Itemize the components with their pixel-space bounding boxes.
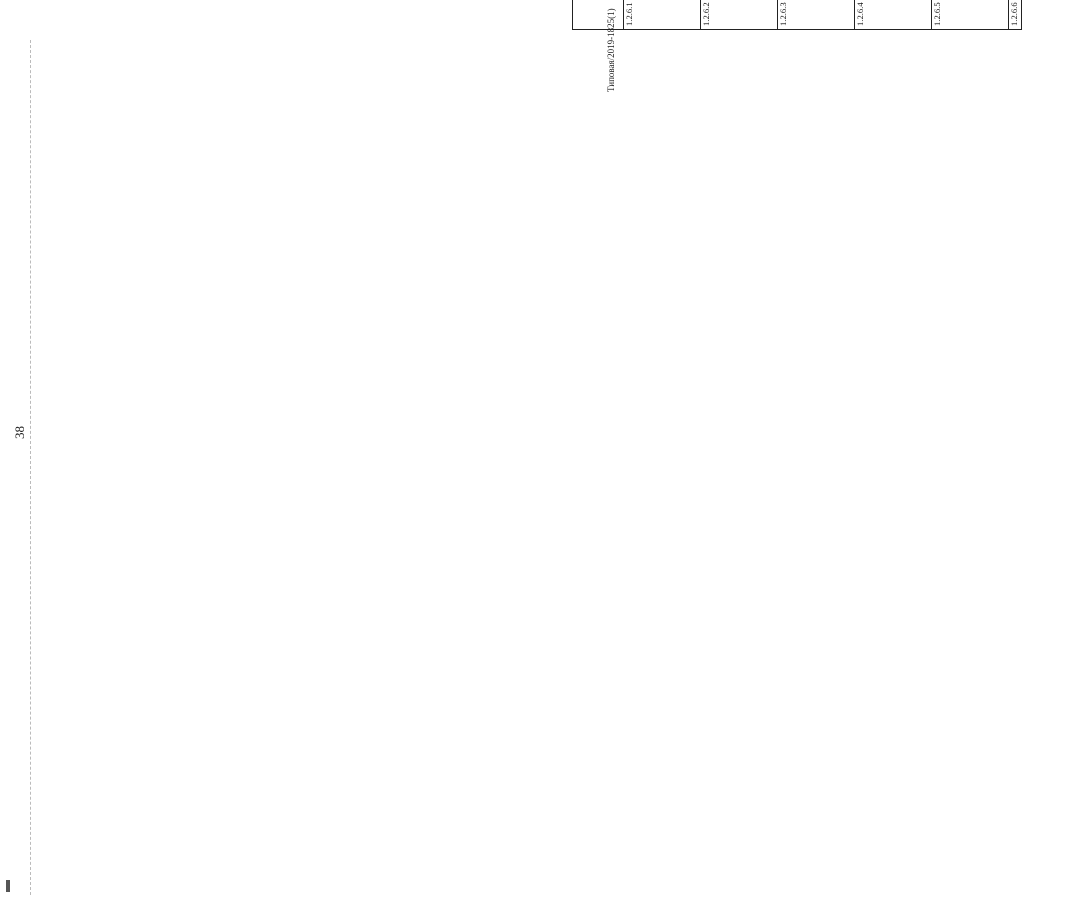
scan-mark [6, 880, 10, 892]
budget-table [572, 0, 1022, 30]
table-row [1009, 0, 1022, 30]
document-code: Типовая/2019-1825(1) [606, 8, 616, 92]
row-code: 1.2.6.6 [1009, 0, 1022, 30]
row-code [573, 0, 624, 30]
table-body [573, 0, 1022, 30]
table-row [624, 0, 701, 30]
page-number: 38 [12, 426, 27, 439]
table-row [855, 0, 932, 30]
table-row [932, 0, 1009, 30]
table-row [701, 0, 778, 30]
table-row [778, 0, 855, 30]
row-code: 1.2.6.1 [624, 0, 701, 30]
table-row [573, 0, 624, 30]
row-code: 1.2.6.4 [855, 0, 932, 30]
scan-edge-line [30, 40, 31, 895]
budget-table-container [572, 0, 1092, 30]
row-code: 1.2.6.5 [932, 0, 1009, 30]
row-code: 1.2.6.2 [701, 0, 778, 30]
row-code: 1.2.6.3 [778, 0, 855, 30]
